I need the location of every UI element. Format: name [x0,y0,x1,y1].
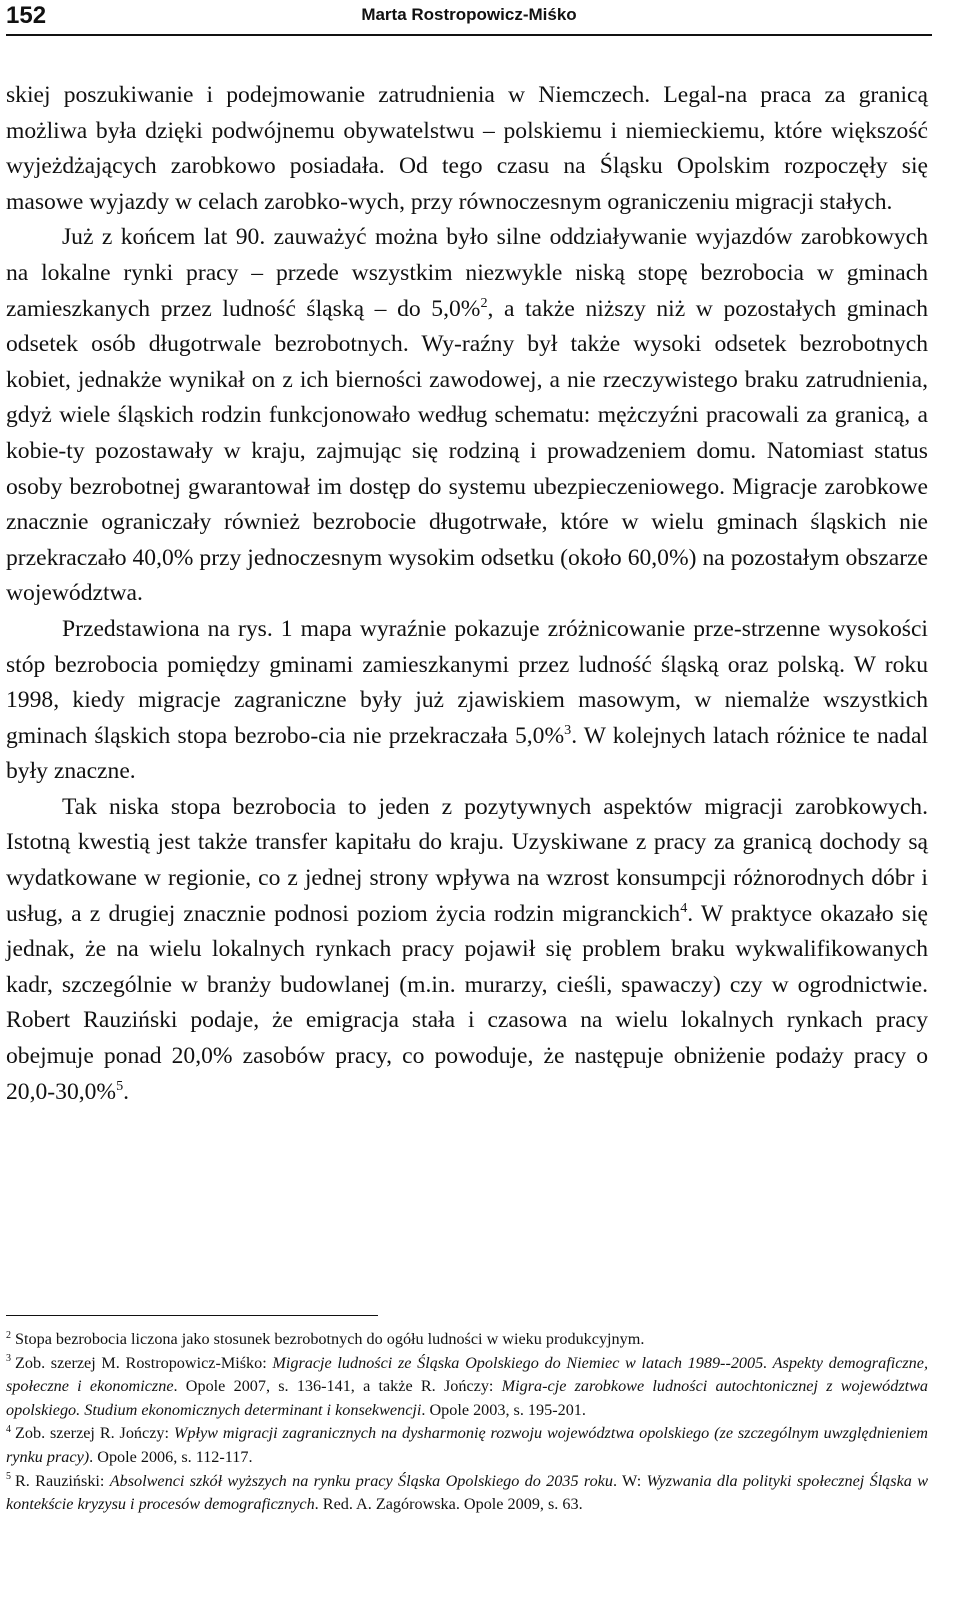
text-run: . Red. A. Zagórowska. Opole 2009, s. 63. [314,1495,583,1514]
footnote-text [6,1424,928,1466]
italic-title: Migracje ludności ze Śląska Opolskiego do Niemiec w latach 1989--2005. Aspekty demograficzne, społeczne i ekonomiczne [6,1353,929,1396]
paragraph [6,612,928,790]
footnote-text [6,1354,928,1419]
footnote [6,1422,928,1469]
text-run: . W: [612,1471,647,1490]
text-run: Stopa bezrobocia liczona jako stosunek bezrobotnych do ogółu ludności w wieku produkcyjnym. [15,1330,645,1348]
footnote-reference: 5 [116,1077,124,1094]
paragraph [6,220,928,612]
text-run: . Opole 2007, s. 136-141, a także R. Jończy: [173,1377,502,1396]
footnote-text [6,1472,928,1514]
footnote-reference: 3 [564,721,572,738]
text-run: skiej poszukiwanie i podejmowanie zatrudnienia w Niemczech. Legal-na praca za granicą możliwa była dzięki podwójnemu obywatelstwu – polskiemu i niemieckiemu, które większość wyjeżdżających zarobkowo posiadała. Od tego czasu na Śląsku Opolskim rozpoczęły się masowe wyjazdy w celach zarobko-wych, przy równoczesnym ograniczeniu migracji stałych. [6,82,928,215]
italic-title: Wpływ migracji zagranicznych na dysharmonię rozwoju województwa opolskiego (ze szczególnym uwzględnieniem rynku pracy) [6,1424,928,1466]
text-run: Już z końcem lat 90. zauważyć można było silne oddziaływanie wyjazdów zarobkowych na lokalne rynki pracy – przede wszystkim niezwykle niską stopę bezrobocia w gminach zamieszkanych przez ludność śląską – do 5,0% [6,224,928,322]
footnote-separator [6,1315,378,1316]
footnote-number: 4 [6,1423,11,1435]
footnote [6,1470,928,1517]
italic-title: Migra-cje zarobkowe ludności autochtonicznej z województwa opolskiego. Studium ekonomicznych determinant i konsekwencji [6,1377,929,1419]
footnote-number: 5 [6,1471,11,1483]
text-run: , a także niższy niż w pozostałych gminach odsetek osób długotrwale bezrobotnych. Wy-raźny był także wysoki odsetek bezrobotnych kobiet, jednakże wynikał on z ich bierności zawodowej, a nie rzeczywistego braku zatrudnienia, gdyż wiele śląskich rodzin funkcjonowało według schematu: mężczyźni pracowali za granicą, a kobie-ty pozostawały w kraju, zajmując się rodziną i prowadzeniem domu. Natomiast status osoby bezrobotnej gwarantował im dostęp do systemu ubezpieczeniowego. Migracje zarobkowe znacznie ograniczały również bezrobocie długotrwałe, które w wielu gminach śląskich nie przekraczało 40,0% przy jednoczesnym wysokim odsetku (około 60,0%) na pozostałym obszarze województwa. [6,295,928,607]
text-run: Zob. szerzej R. Jończy: [15,1424,174,1443]
body-text [6,78,928,1110]
text-run: Przedstawiona na rys. 1 mapa wyraźnie pokazuje zróżnicowanie prze-strzenne wysokości stóp bezrobocia pomiędzy gminami zamieszkanymi przez ludność śląską oraz polską. W roku 1998, kiedy migracje zagraniczne były już zjawiskiem masowym, w niemalże wszystkich gminach śląskich stopa bezrobo-cia nie przekraczała 5,0% [6,615,928,749]
text-run: . Opole 2003, s. 195-201. [421,1400,586,1419]
text-run: . [123,1078,130,1105]
footnote-number: 2 [6,1329,11,1341]
footnote-reference: 2 [480,294,488,311]
footnote [6,1328,928,1352]
page-number: 152 [6,2,47,29]
footnote-text [15,1330,644,1348]
text-run: . Opole 2006, s. 112-117. [89,1447,253,1466]
page-header [6,0,932,36]
italic-title: Absolwenci szkół wyższych na rynku pracy Śląska Opolskiego do 2035 roku [109,1471,613,1490]
text-run: . W praktyce okazało się jednak, że na wielu lokalnych rynkach pracy pojawił się problem braku wykwalifikowanych kadr, szczególnie w branży budowlanej (m.in. murarzy, cieśli, spawaczy) czy w ogrodnictwie. Robert Rauziński podaje, że emigracja stała i czasowa na wielu lokalnych rynkach pracy obejmuje ponad 20,0% zasobów pracy, co powoduje, że następuje obniżenie podaży pracy o 20,0-30,0% [6,900,928,1105]
footnote-number: 3 [6,1353,11,1365]
italic-title: Wyzwania dla polityki społecznej Śląska w kontekście kryzysu i procesów demograficznych [6,1471,928,1514]
footnotes [6,1328,928,1517]
text-run: Tak niska stopa bezrobocia to jeden z pozytywnych aspektów migracji zarobkowych. Istotną kwestią jest także transfer kapitału do kraju. Uzyskiwane z pracy za granicą dochody są wydatkowane w regionie, co z jednej strony wpływa na wzrost konsumpcji różnorodnych dóbr i usług, a z drugiej znacznie podnosi poziom życia rodzin migranckich [6,793,928,927]
paragraph [6,78,928,220]
footnote [6,1352,928,1423]
text-run: R. Rauziński: [15,1471,110,1490]
running-head-author: Marta Rostropowicz-Miśko [361,5,577,24]
text-run: Zob. szerzej M. Rostropowicz-Miśko: [15,1353,273,1372]
paragraph [6,790,928,1110]
text-run: . W kolejnych latach różnice te nadal były znaczne. [6,722,928,785]
footnote-reference: 4 [680,899,688,916]
